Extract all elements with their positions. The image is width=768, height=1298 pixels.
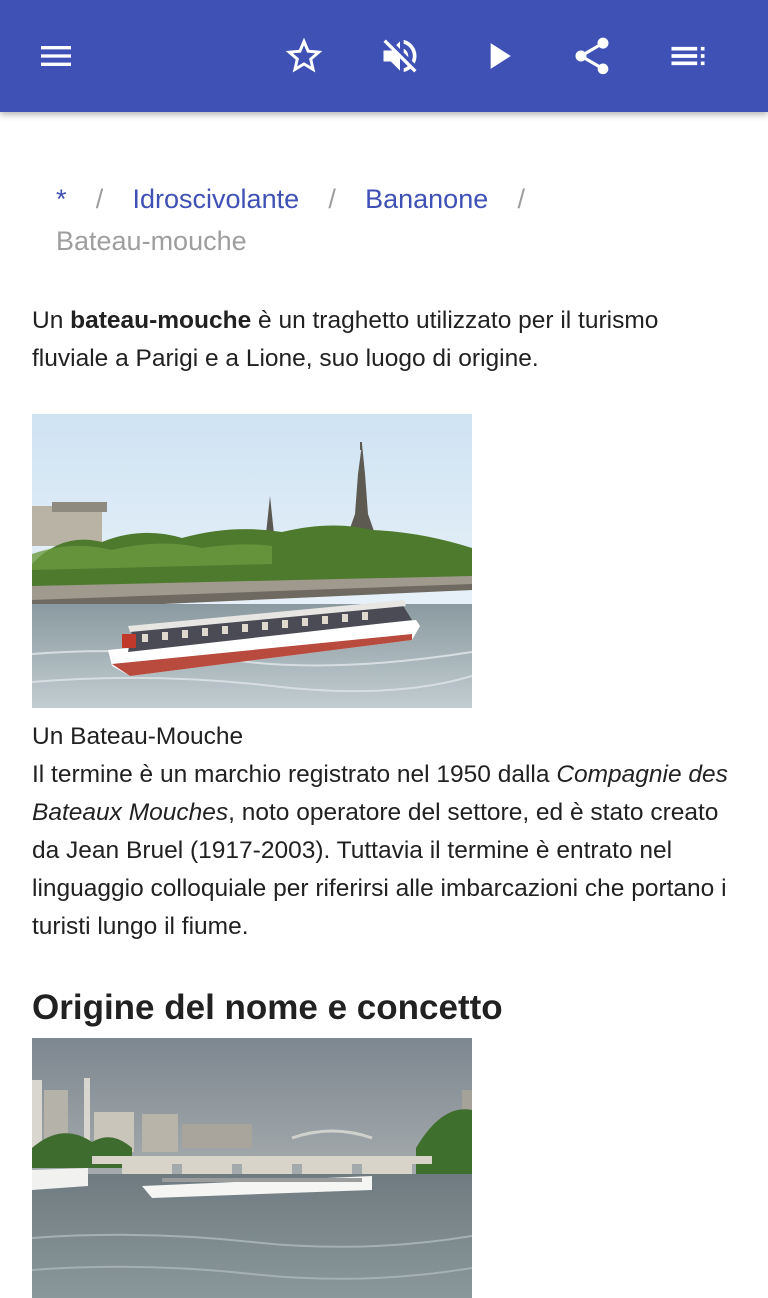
seine-bridge-image bbox=[32, 1038, 472, 1298]
share-button[interactable] bbox=[564, 28, 620, 84]
bateau-mouche-image bbox=[32, 414, 472, 708]
breadcrumb-separator: / bbox=[328, 184, 336, 214]
play-button[interactable] bbox=[470, 28, 526, 84]
contents-button[interactable] bbox=[660, 28, 716, 84]
article-content bbox=[32, 112, 736, 1298]
breadcrumb bbox=[32, 178, 736, 262]
mute-button[interactable] bbox=[372, 28, 428, 84]
breadcrumb-item-idroscivolante[interactable]: Idroscivolante bbox=[132, 184, 300, 214]
bateau-mouche-photo[interactable] bbox=[32, 414, 472, 708]
play-icon bbox=[476, 34, 520, 78]
company-name-italic: Compagnie des Bateaux Mouches bbox=[32, 761, 728, 826]
menu-button[interactable] bbox=[28, 28, 84, 84]
figure-caption: Un Bateau-Mouche bbox=[32, 723, 244, 750]
history-paragraph: Il termine è un marchio registrato nel 1950 dalla Compagnie des Bateaux Mouches, noto operatore del settore, ed è stato creato da Jean Bruel (1917-2003). Tuttavia il termine è entrato nel linguaggio colloquiale per riferirsi alle imbarcazioni che portano i turisti lungo il fiume. bbox=[32, 761, 728, 940]
breadcrumb-separator: / bbox=[517, 184, 525, 214]
breadcrumb-item-home[interactable]: * bbox=[56, 184, 67, 214]
seine-bridge-photo[interactable] bbox=[32, 1038, 472, 1298]
share-icon bbox=[570, 34, 614, 78]
table-of-contents-icon bbox=[666, 34, 710, 78]
breadcrumb-separator: / bbox=[95, 184, 104, 214]
section-heading: Origine del nome e concetto bbox=[32, 988, 503, 1027]
breadcrumb-item-bananone[interactable]: Bananone bbox=[365, 184, 489, 214]
hamburger-menu-icon bbox=[36, 36, 76, 76]
favorite-button[interactable] bbox=[276, 28, 332, 84]
term-bold: bateau-mouche bbox=[70, 307, 252, 334]
star-outline-icon bbox=[282, 34, 326, 78]
volume-off-icon bbox=[378, 34, 422, 78]
breadcrumb-current: Bateau-mouche bbox=[56, 226, 247, 256]
app-bar bbox=[0, 0, 768, 112]
intro-paragraph: Un bateau-mouche è un traghetto utilizzato per il turismo fluviale a Parigi e a Lione, suo luogo di origine. bbox=[32, 307, 659, 372]
